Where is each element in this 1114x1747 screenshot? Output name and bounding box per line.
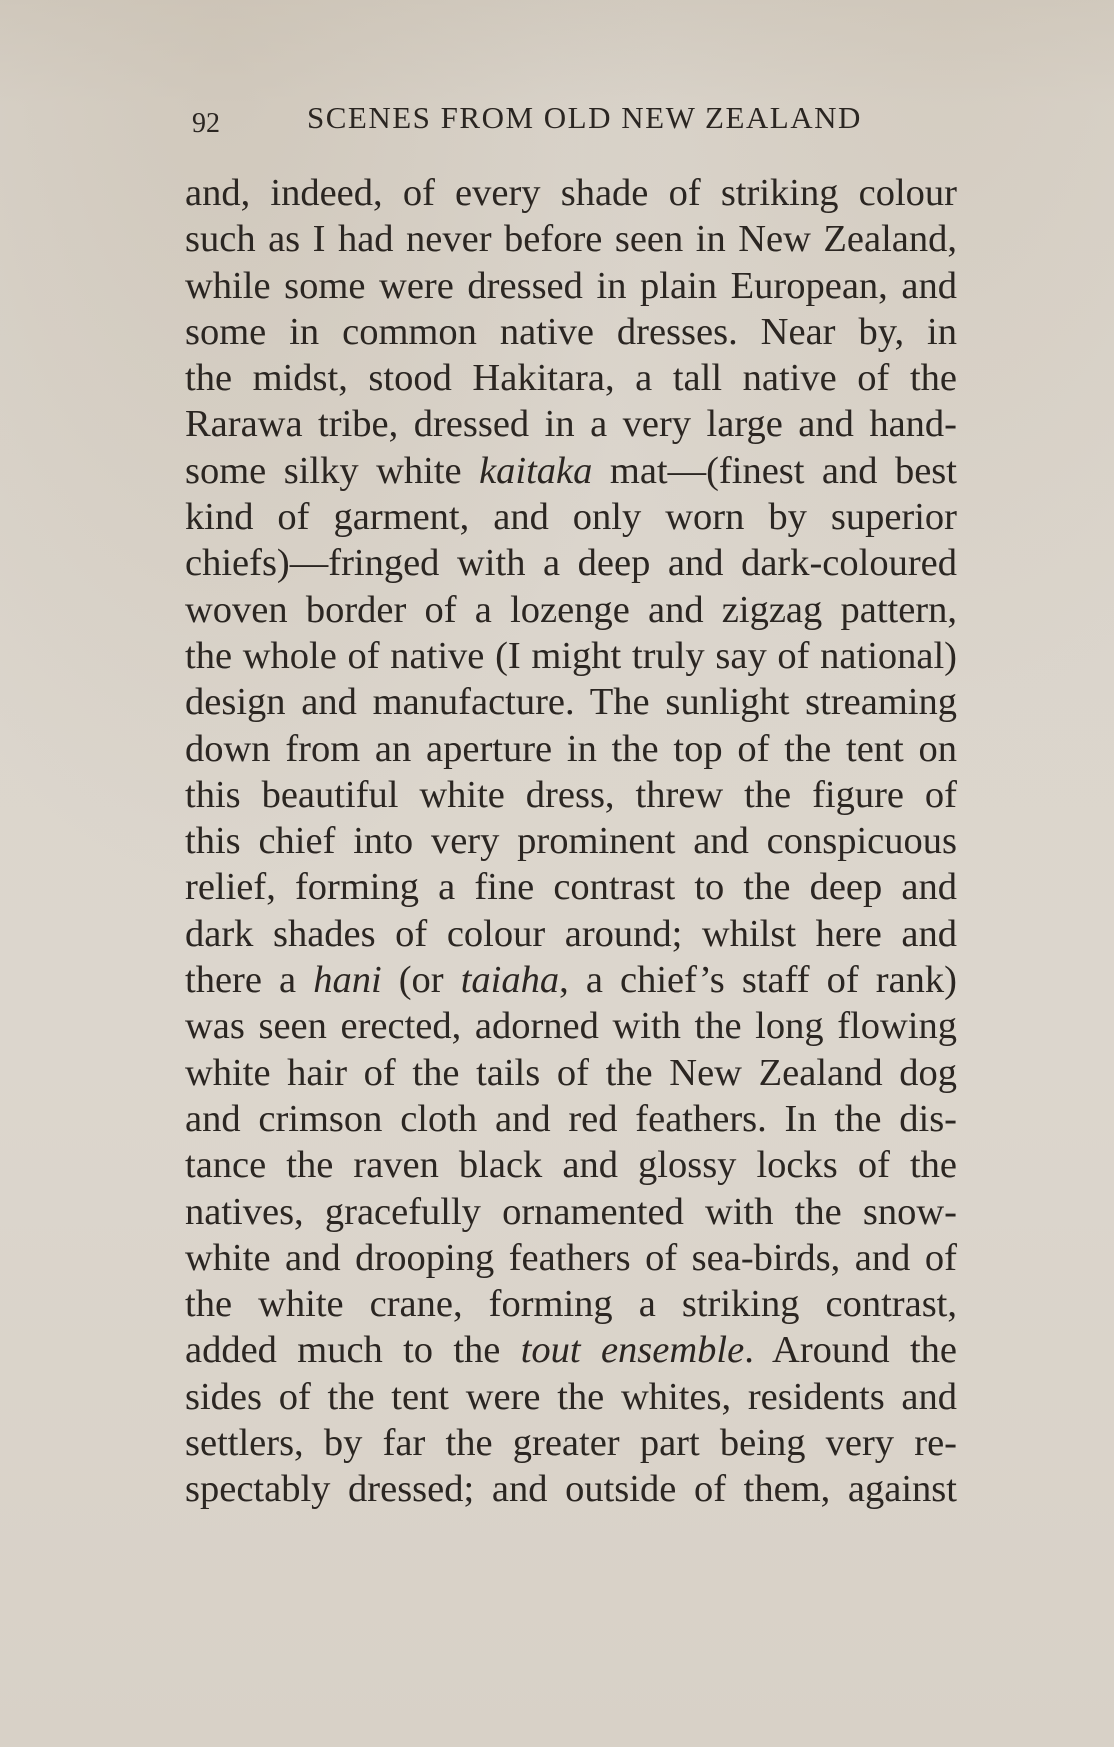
text-segment: . Around the — [744, 1329, 958, 1372]
text-line — [185, 1189, 957, 1235]
text-line — [185, 818, 957, 864]
text-segment: and crimson cloth and red feathers. In the dis- — [185, 1097, 957, 1140]
text-line — [185, 1235, 957, 1281]
text-segment: natives, gracefully ornamented with the snow- — [185, 1190, 957, 1233]
page-number: 92 — [192, 108, 220, 139]
italic-phrase: tout ensemble — [520, 1329, 745, 1372]
text-segment: such as I had never before seen in New Zealand, — [185, 218, 957, 261]
text-segment: chiefs)—fringed with a deep and dark-coloured — [185, 542, 957, 585]
text-line — [185, 633, 957, 679]
text-line — [185, 772, 957, 818]
text-segment: white hair of the tails of the New Zealand dog — [185, 1051, 957, 1094]
text-line — [185, 726, 957, 772]
text-segment: added much to the — [185, 1329, 521, 1372]
text-segment: relief, forming a fine contrast to the deep and — [185, 866, 957, 909]
text-line — [185, 1281, 957, 1327]
text-segment: this chief into very prominent and conspicuous — [185, 820, 957, 863]
text-segment: while some were dressed in plain European, and — [185, 264, 957, 307]
text-segment: kind of garment, and only worn by superior — [185, 496, 957, 539]
text-line — [185, 216, 957, 262]
text-line — [185, 587, 957, 633]
text-segment: design and manufacture. The sunlight streaming — [185, 681, 957, 724]
text-line — [185, 911, 957, 957]
text-segment: sides of the tent were the whites, residents and — [185, 1375, 957, 1418]
italic-phrase: hani — [313, 959, 382, 1002]
text-segment: Rarawa tribe, dressed in a very large and hand- — [185, 403, 957, 446]
text-segment: spectably dressed; and outside of them, against — [185, 1468, 957, 1511]
text-line — [185, 1050, 957, 1096]
text-line — [185, 540, 957, 586]
text-segment: and, indeed, of every shade of striking colour — [185, 172, 957, 214]
text-line — [185, 355, 957, 401]
running-head: SCENES FROM OLD NEW ZEALAND — [307, 100, 862, 135]
text-line — [185, 1003, 957, 1049]
text-segment: the midst, stood Hakitara, a tall native of the — [185, 357, 957, 400]
text-segment: there a — [185, 959, 314, 1002]
text-line — [185, 263, 957, 309]
text-segment: some silky white — [185, 449, 480, 492]
text-line — [185, 170, 957, 216]
text-segment: this beautiful white dress, threw the figure of — [185, 773, 957, 816]
text-segment: white and drooping feathers of sea-birds, and of — [185, 1236, 957, 1279]
text-line — [185, 1142, 957, 1188]
page-header — [192, 100, 957, 144]
text-segment: , a chief’s staff of rank) — [559, 959, 957, 1002]
text-line — [185, 1420, 957, 1466]
text-line — [185, 401, 957, 447]
text-segment: tance the raven black and glossy locks of the — [185, 1144, 957, 1187]
text-segment: dark shades of colour around; whilst here and — [185, 912, 957, 955]
text-segment: was seen erected, adorned with the long flowing — [185, 1005, 957, 1048]
text-segment: the white crane, forming a striking contrast, — [185, 1283, 957, 1326]
text-line — [185, 1466, 957, 1512]
text-segment: settlers, by far the greater part being very re- — [185, 1422, 957, 1465]
text-segment: mat—(finest and best — [592, 449, 957, 492]
italic-phrase: kaitaka — [479, 449, 593, 492]
italic-phrase: taiaha — [460, 959, 560, 1002]
text-line — [185, 1374, 957, 1420]
text-line — [185, 957, 957, 1003]
text-line — [185, 1096, 957, 1142]
text-line — [185, 448, 957, 494]
text-line — [185, 494, 957, 540]
text-segment: (or — [381, 959, 461, 1002]
text-line — [185, 309, 957, 355]
text-segment: some in common native dresses. Near by, in — [185, 310, 957, 353]
text-segment: woven border of a lozenge and zigzag pattern, — [185, 588, 957, 631]
text-line — [185, 864, 957, 910]
body-text — [185, 170, 957, 1513]
text-segment: down from an aperture in the top of the tent on — [185, 727, 957, 770]
text-line — [185, 679, 957, 725]
text-segment: the whole of native (I might truly say of national) — [185, 634, 957, 677]
text-line — [185, 1327, 957, 1373]
